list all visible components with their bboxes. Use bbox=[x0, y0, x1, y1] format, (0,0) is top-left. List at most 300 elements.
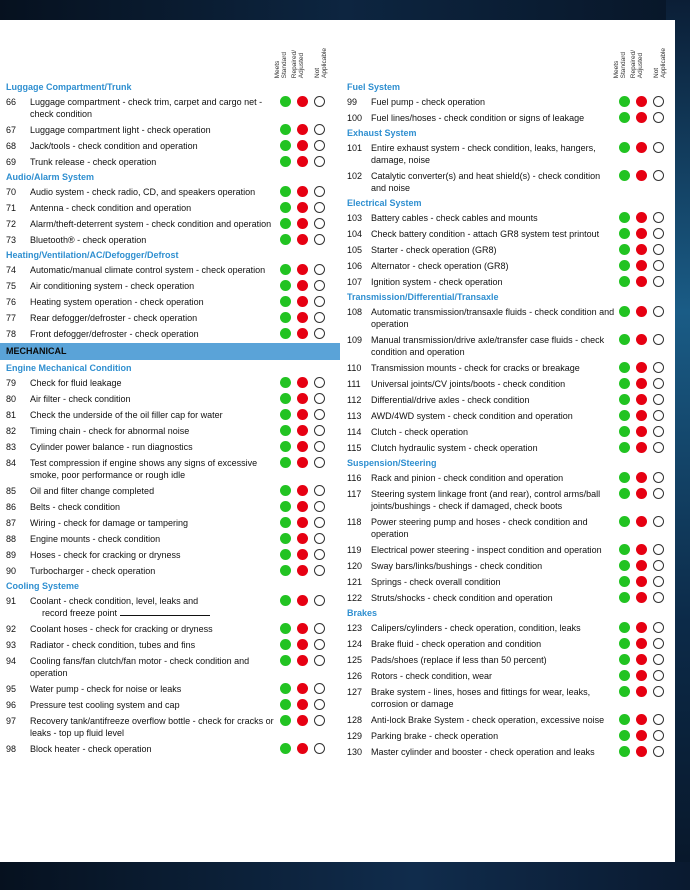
meets-standard-indicator[interactable] bbox=[280, 743, 291, 754]
repaired-adjusted-indicator[interactable] bbox=[297, 639, 308, 650]
repaired-adjusted-indicator[interactable] bbox=[297, 425, 308, 436]
item-text: Luggage compartment light - check operation bbox=[30, 125, 211, 135]
section-heading: Exhaust System bbox=[347, 128, 417, 138]
repaired-adjusted-indicator[interactable] bbox=[636, 730, 647, 741]
not-applicable-indicator[interactable] bbox=[653, 212, 664, 223]
checklist-row bbox=[341, 210, 675, 226]
status-options bbox=[280, 296, 331, 307]
meets-standard-indicator[interactable] bbox=[280, 425, 291, 436]
not-applicable-indicator[interactable] bbox=[314, 312, 325, 323]
item-text: Antenna - check condition and operation bbox=[30, 203, 192, 213]
item-description bbox=[371, 212, 615, 224]
not-applicable-indicator[interactable] bbox=[314, 565, 325, 576]
freeze-point-blank[interactable] bbox=[120, 607, 210, 616]
repaired-adjusted-indicator[interactable] bbox=[297, 485, 308, 496]
meets-standard-indicator[interactable] bbox=[619, 472, 630, 483]
meets-standard-indicator[interactable] bbox=[280, 457, 291, 468]
meets-standard-indicator[interactable] bbox=[280, 595, 291, 606]
repaired-adjusted-indicator[interactable] bbox=[636, 488, 647, 499]
meets-standard-indicator[interactable] bbox=[280, 441, 291, 452]
not-applicable-indicator[interactable] bbox=[653, 260, 664, 271]
item-number: 118 bbox=[347, 517, 362, 527]
item-description bbox=[371, 228, 615, 240]
repaired-adjusted-indicator[interactable] bbox=[297, 409, 308, 420]
repaired-adjusted-indicator[interactable] bbox=[636, 394, 647, 405]
item-number: 111 bbox=[347, 379, 361, 389]
meets-standard-indicator[interactable] bbox=[280, 533, 291, 544]
meets-standard-indicator[interactable] bbox=[280, 683, 291, 694]
meets-standard-indicator[interactable] bbox=[619, 112, 630, 123]
meets-standard-indicator[interactable] bbox=[619, 442, 630, 453]
meets-standard-indicator[interactable] bbox=[619, 622, 630, 633]
not-applicable-indicator[interactable] bbox=[314, 328, 325, 339]
repaired-adjusted-indicator[interactable] bbox=[297, 683, 308, 694]
meets-standard-indicator[interactable] bbox=[280, 655, 291, 666]
not-applicable-indicator[interactable] bbox=[653, 730, 664, 741]
item-number: 93 bbox=[6, 640, 17, 650]
meets-standard-indicator[interactable] bbox=[619, 488, 630, 499]
meets-standard-indicator[interactable] bbox=[619, 276, 630, 287]
item-text: Cylinder power balance - run diagnostics bbox=[30, 442, 193, 452]
meets-standard-indicator[interactable] bbox=[619, 714, 630, 725]
meets-standard-indicator[interactable] bbox=[619, 686, 630, 697]
item-text: Differential/drive axles - check condition bbox=[371, 395, 530, 405]
repaired-adjusted-indicator[interactable] bbox=[636, 334, 647, 345]
item-text: Coolant - check condition, level, leaks and bbox=[30, 596, 199, 606]
repaired-adjusted-indicator[interactable] bbox=[636, 244, 647, 255]
meets-standard-indicator[interactable] bbox=[619, 576, 630, 587]
not-applicable-indicator[interactable] bbox=[314, 202, 325, 213]
not-applicable-indicator[interactable] bbox=[653, 516, 664, 527]
repaired-adjusted-indicator[interactable] bbox=[297, 96, 308, 107]
repaired-adjusted-indicator[interactable] bbox=[297, 699, 308, 710]
not-applicable-indicator[interactable] bbox=[653, 112, 664, 123]
meets-standard-indicator[interactable] bbox=[619, 334, 630, 345]
checklist-row bbox=[341, 486, 675, 514]
item-description bbox=[371, 142, 615, 166]
status-options bbox=[619, 442, 670, 453]
item-description bbox=[30, 328, 276, 340]
status-options bbox=[280, 655, 331, 666]
meets-standard-indicator[interactable] bbox=[619, 260, 630, 271]
item-description bbox=[371, 516, 615, 540]
not-applicable-indicator[interactable] bbox=[653, 306, 664, 317]
item-description bbox=[30, 156, 276, 168]
not-applicable-indicator[interactable] bbox=[314, 186, 325, 197]
item-number: 120 bbox=[347, 561, 363, 571]
repaired-adjusted-indicator[interactable] bbox=[636, 544, 647, 555]
repaired-adjusted-indicator[interactable] bbox=[297, 623, 308, 634]
checklist-row bbox=[341, 392, 675, 408]
not-applicable-indicator[interactable] bbox=[314, 457, 325, 468]
item-text: Air conditioning system - check operation bbox=[30, 281, 195, 291]
not-applicable-indicator[interactable] bbox=[314, 743, 325, 754]
right-column bbox=[341, 20, 675, 760]
item-description bbox=[30, 96, 276, 120]
not-applicable-indicator[interactable] bbox=[314, 425, 325, 436]
background-bottom bbox=[0, 862, 690, 890]
not-applicable-indicator[interactable] bbox=[314, 639, 325, 650]
not-applicable-indicator[interactable] bbox=[653, 472, 664, 483]
header-repaired-adjusted: Repaired/ Adjusted bbox=[630, 49, 644, 78]
not-applicable-indicator[interactable] bbox=[653, 622, 664, 633]
not-applicable-indicator[interactable] bbox=[653, 560, 664, 571]
repaired-adjusted-indicator[interactable] bbox=[636, 622, 647, 633]
not-applicable-indicator[interactable] bbox=[314, 715, 325, 726]
not-applicable-indicator[interactable] bbox=[314, 280, 325, 291]
meets-standard-indicator[interactable] bbox=[280, 296, 291, 307]
item-text: Universal joints/CV joints/boots - check condition bbox=[371, 379, 566, 389]
not-applicable-indicator[interactable] bbox=[314, 595, 325, 606]
not-applicable-indicator[interactable] bbox=[653, 410, 664, 421]
checklist-row bbox=[341, 242, 675, 258]
repaired-adjusted-indicator[interactable] bbox=[297, 296, 308, 307]
repaired-adjusted-indicator[interactable] bbox=[297, 328, 308, 339]
item-text: Rotors - check condition, wear bbox=[371, 671, 493, 681]
item-description bbox=[371, 488, 615, 512]
repaired-adjusted-indicator[interactable] bbox=[297, 377, 308, 388]
not-applicable-indicator[interactable] bbox=[314, 377, 325, 388]
repaired-adjusted-indicator[interactable] bbox=[297, 140, 308, 151]
section-heading: Audio/Alarm System bbox=[6, 172, 95, 182]
item-description bbox=[30, 124, 276, 136]
not-applicable-indicator[interactable] bbox=[314, 485, 325, 496]
meets-standard-indicator[interactable] bbox=[280, 639, 291, 650]
repaired-adjusted-indicator[interactable] bbox=[297, 312, 308, 323]
repaired-adjusted-indicator[interactable] bbox=[297, 501, 308, 512]
not-applicable-indicator[interactable] bbox=[653, 592, 664, 603]
meets-standard-indicator[interactable] bbox=[619, 670, 630, 681]
not-applicable-indicator[interactable] bbox=[314, 517, 325, 528]
item-number: 123 bbox=[347, 623, 363, 633]
meets-standard-indicator[interactable] bbox=[280, 393, 291, 404]
meets-standard-indicator[interactable] bbox=[619, 306, 630, 317]
section-heading: Transmission/Differential/Transaxle bbox=[347, 292, 499, 302]
repaired-adjusted-indicator[interactable] bbox=[636, 276, 647, 287]
checklist-row bbox=[341, 360, 675, 376]
repaired-adjusted-indicator[interactable] bbox=[636, 426, 647, 437]
not-applicable-indicator[interactable] bbox=[653, 378, 664, 389]
repaired-adjusted-indicator[interactable] bbox=[297, 517, 308, 528]
not-applicable-indicator[interactable] bbox=[653, 362, 664, 373]
repaired-adjusted-indicator[interactable] bbox=[297, 202, 308, 213]
repaired-adjusted-indicator[interactable] bbox=[297, 156, 308, 167]
meets-standard-indicator[interactable] bbox=[280, 280, 291, 291]
status-options bbox=[619, 670, 670, 681]
meets-standard-indicator[interactable] bbox=[619, 378, 630, 389]
not-applicable-indicator[interactable] bbox=[314, 409, 325, 420]
meets-standard-indicator[interactable] bbox=[619, 170, 630, 181]
checklist-row bbox=[0, 423, 340, 439]
meets-standard-indicator[interactable] bbox=[280, 96, 291, 107]
item-description bbox=[371, 170, 615, 194]
item-number: 73 bbox=[6, 235, 17, 245]
item-description bbox=[30, 699, 276, 711]
meets-standard-indicator[interactable] bbox=[619, 142, 630, 153]
item-text: Radiator - check condition, tubes and fins bbox=[30, 640, 196, 650]
item-text: Alternator - check operation (GR8) bbox=[371, 261, 509, 271]
status-options bbox=[280, 312, 331, 323]
item-number: 112 bbox=[347, 395, 362, 405]
repaired-adjusted-indicator[interactable] bbox=[636, 576, 647, 587]
meets-standard-indicator[interactable] bbox=[280, 124, 291, 135]
meets-standard-indicator[interactable] bbox=[619, 638, 630, 649]
checklist-row bbox=[0, 515, 340, 531]
item-text: AWD/4WD system - check condition and operation bbox=[371, 411, 573, 421]
meets-standard-indicator[interactable] bbox=[280, 328, 291, 339]
not-applicable-indicator[interactable] bbox=[653, 670, 664, 681]
status-options bbox=[280, 409, 331, 420]
not-applicable-indicator[interactable] bbox=[653, 746, 664, 757]
left-items bbox=[0, 80, 340, 757]
checklist-row bbox=[0, 531, 340, 547]
item-description bbox=[371, 442, 615, 454]
repaired-adjusted-indicator[interactable] bbox=[297, 533, 308, 544]
not-applicable-indicator[interactable] bbox=[314, 655, 325, 666]
meets-standard-indicator[interactable] bbox=[619, 362, 630, 373]
status-options bbox=[280, 623, 331, 634]
checklist-row bbox=[0, 262, 340, 278]
repaired-adjusted-indicator[interactable] bbox=[636, 516, 647, 527]
not-applicable-indicator[interactable] bbox=[314, 533, 325, 544]
not-applicable-indicator[interactable] bbox=[653, 244, 664, 255]
item-text: Block heater - check operation bbox=[30, 744, 152, 754]
repaired-adjusted-indicator[interactable] bbox=[636, 228, 647, 239]
item-number: 125 bbox=[347, 655, 363, 665]
meets-standard-indicator[interactable] bbox=[280, 485, 291, 496]
repaired-adjusted-indicator[interactable] bbox=[297, 655, 308, 666]
meets-standard-indicator[interactable] bbox=[280, 623, 291, 634]
not-applicable-indicator[interactable] bbox=[314, 393, 325, 404]
not-applicable-indicator[interactable] bbox=[653, 96, 664, 107]
item-description bbox=[30, 743, 276, 755]
meets-standard-indicator[interactable] bbox=[619, 212, 630, 223]
repaired-adjusted-indicator[interactable] bbox=[297, 457, 308, 468]
repaired-adjusted-indicator[interactable] bbox=[636, 96, 647, 107]
not-applicable-indicator[interactable] bbox=[314, 623, 325, 634]
meets-standard-indicator[interactable] bbox=[619, 410, 630, 421]
item-number: 117 bbox=[347, 489, 362, 499]
section-heading: Engine Mechanical Condition bbox=[6, 363, 132, 373]
item-number: 92 bbox=[6, 624, 17, 634]
meets-standard-indicator[interactable] bbox=[619, 96, 630, 107]
checklist-row bbox=[0, 391, 340, 407]
meets-standard-indicator[interactable] bbox=[619, 228, 630, 239]
not-applicable-indicator[interactable] bbox=[314, 549, 325, 560]
item-description bbox=[371, 260, 615, 272]
meets-standard-indicator[interactable] bbox=[280, 140, 291, 151]
not-applicable-indicator[interactable] bbox=[314, 218, 325, 229]
checklist-row bbox=[0, 278, 340, 294]
repaired-adjusted-indicator[interactable] bbox=[297, 218, 308, 229]
not-applicable-indicator[interactable] bbox=[653, 654, 664, 665]
meets-standard-indicator[interactable] bbox=[280, 409, 291, 420]
repaired-adjusted-indicator[interactable] bbox=[297, 441, 308, 452]
meets-standard-indicator[interactable] bbox=[619, 654, 630, 665]
meets-standard-indicator[interactable] bbox=[619, 746, 630, 757]
not-applicable-indicator[interactable] bbox=[653, 576, 664, 587]
not-applicable-indicator[interactable] bbox=[653, 638, 664, 649]
item-number: 101 bbox=[347, 143, 363, 153]
meets-standard-indicator[interactable] bbox=[280, 517, 291, 528]
repaired-adjusted-indicator[interactable] bbox=[297, 186, 308, 197]
not-applicable-indicator[interactable] bbox=[653, 686, 664, 697]
item-number: 89 bbox=[6, 550, 17, 560]
item-text: Air filter - check condition bbox=[30, 394, 131, 404]
not-applicable-indicator[interactable] bbox=[653, 334, 664, 345]
not-applicable-indicator[interactable] bbox=[653, 170, 664, 181]
item-text: Master cylinder and booster - check operation and leaks bbox=[371, 747, 595, 757]
item-description bbox=[30, 425, 276, 437]
not-applicable-indicator[interactable] bbox=[314, 699, 325, 710]
meets-standard-indicator[interactable] bbox=[619, 592, 630, 603]
not-applicable-indicator[interactable] bbox=[653, 442, 664, 453]
repaired-adjusted-indicator[interactable] bbox=[636, 170, 647, 181]
item-description bbox=[371, 592, 615, 604]
repaired-adjusted-indicator[interactable] bbox=[297, 565, 308, 576]
checklist-row bbox=[341, 94, 675, 110]
checklist-row bbox=[0, 375, 340, 391]
repaired-adjusted-indicator[interactable] bbox=[636, 378, 647, 389]
item-number: 110 bbox=[347, 363, 362, 373]
meets-standard-indicator[interactable] bbox=[280, 202, 291, 213]
repaired-adjusted-indicator[interactable] bbox=[636, 362, 647, 373]
item-description bbox=[30, 377, 276, 389]
not-applicable-indicator[interactable] bbox=[653, 142, 664, 153]
item-text: Transmission mounts - check for cracks or breakage bbox=[371, 363, 580, 373]
repaired-adjusted-indicator[interactable] bbox=[636, 260, 647, 271]
meets-standard-indicator[interactable] bbox=[619, 730, 630, 741]
not-applicable-indicator[interactable] bbox=[314, 124, 325, 135]
meets-standard-indicator[interactable] bbox=[280, 156, 291, 167]
not-applicable-indicator[interactable] bbox=[653, 276, 664, 287]
item-text: Brake fluid - check operation and condition bbox=[371, 639, 542, 649]
repaired-adjusted-indicator[interactable] bbox=[297, 264, 308, 275]
repaired-adjusted-indicator[interactable] bbox=[297, 280, 308, 291]
checklist-row bbox=[341, 304, 675, 332]
meets-standard-indicator[interactable] bbox=[280, 377, 291, 388]
item-number: 97 bbox=[6, 716, 17, 726]
item-description bbox=[30, 234, 276, 246]
meets-standard-indicator[interactable] bbox=[280, 234, 291, 245]
checklist-row bbox=[0, 697, 340, 713]
item-number: 95 bbox=[6, 684, 17, 694]
item-number: 90 bbox=[6, 566, 17, 576]
meets-standard-indicator[interactable] bbox=[280, 218, 291, 229]
item-number: 106 bbox=[347, 261, 363, 271]
repaired-adjusted-indicator[interactable] bbox=[297, 234, 308, 245]
repaired-adjusted-indicator[interactable] bbox=[636, 714, 647, 725]
item-text: Calipers/cylinders - check operation, condition, leaks bbox=[371, 623, 581, 633]
status-options bbox=[280, 393, 331, 404]
not-applicable-indicator[interactable] bbox=[314, 683, 325, 694]
item-text: Recovery tank/antifreeze overflow bottle - check for cracks or leaks - top up fluid level bbox=[30, 716, 274, 738]
not-applicable-indicator[interactable] bbox=[314, 234, 325, 245]
repaired-adjusted-indicator[interactable] bbox=[297, 743, 308, 754]
item-description bbox=[371, 730, 615, 742]
repaired-adjusted-indicator[interactable] bbox=[636, 112, 647, 123]
meets-standard-indicator[interactable] bbox=[280, 264, 291, 275]
item-text: Bluetooth® - check operation bbox=[30, 235, 147, 245]
repaired-adjusted-indicator[interactable] bbox=[297, 393, 308, 404]
meets-standard-indicator[interactable] bbox=[280, 312, 291, 323]
not-applicable-indicator[interactable] bbox=[314, 156, 325, 167]
repaired-adjusted-indicator[interactable] bbox=[636, 472, 647, 483]
not-applicable-indicator[interactable] bbox=[314, 264, 325, 275]
item-description bbox=[371, 576, 615, 588]
repaired-adjusted-indicator[interactable] bbox=[636, 306, 647, 317]
repaired-adjusted-indicator[interactable] bbox=[636, 686, 647, 697]
repaired-adjusted-indicator[interactable] bbox=[636, 410, 647, 421]
item-number: 82 bbox=[6, 426, 17, 436]
not-applicable-indicator[interactable] bbox=[314, 441, 325, 452]
meets-standard-indicator[interactable] bbox=[619, 394, 630, 405]
meets-standard-indicator[interactable] bbox=[619, 244, 630, 255]
meets-standard-indicator[interactable] bbox=[280, 699, 291, 710]
meets-standard-indicator[interactable] bbox=[280, 501, 291, 512]
meets-standard-indicator[interactable] bbox=[280, 186, 291, 197]
repaired-adjusted-indicator[interactable] bbox=[636, 442, 647, 453]
meets-standard-indicator[interactable] bbox=[619, 560, 630, 571]
not-applicable-indicator[interactable] bbox=[314, 96, 325, 107]
repaired-adjusted-indicator[interactable] bbox=[297, 549, 308, 560]
checklist-row bbox=[0, 184, 340, 200]
status-options bbox=[619, 516, 670, 527]
repaired-adjusted-indicator[interactable] bbox=[636, 592, 647, 603]
repaired-adjusted-indicator[interactable] bbox=[636, 142, 647, 153]
meets-standard-indicator[interactable] bbox=[280, 565, 291, 576]
checklist-row bbox=[0, 563, 340, 579]
item-number: 84 bbox=[6, 458, 17, 468]
repaired-adjusted-indicator[interactable] bbox=[297, 595, 308, 606]
status-options bbox=[280, 565, 331, 576]
item-number: 96 bbox=[6, 700, 17, 710]
repaired-adjusted-indicator[interactable] bbox=[636, 654, 647, 665]
repaired-adjusted-indicator[interactable] bbox=[636, 560, 647, 571]
item-description bbox=[30, 409, 276, 421]
repaired-adjusted-indicator[interactable] bbox=[636, 746, 647, 757]
not-applicable-indicator[interactable] bbox=[314, 140, 325, 151]
not-applicable-indicator[interactable] bbox=[653, 426, 664, 437]
not-applicable-indicator[interactable] bbox=[653, 544, 664, 555]
item-number: 87 bbox=[6, 518, 17, 528]
background-top bbox=[0, 0, 690, 20]
repaired-adjusted-indicator[interactable] bbox=[297, 715, 308, 726]
status-options bbox=[619, 378, 670, 389]
item-description bbox=[30, 565, 276, 577]
not-applicable-indicator[interactable] bbox=[314, 501, 325, 512]
checklist-row bbox=[341, 728, 675, 744]
not-applicable-indicator[interactable] bbox=[653, 394, 664, 405]
repaired-adjusted-indicator[interactable] bbox=[297, 124, 308, 135]
meets-standard-indicator[interactable] bbox=[619, 426, 630, 437]
item-description bbox=[30, 218, 276, 230]
repaired-adjusted-indicator[interactable] bbox=[636, 670, 647, 681]
not-applicable-indicator[interactable] bbox=[653, 228, 664, 239]
not-applicable-indicator[interactable] bbox=[653, 488, 664, 499]
meets-standard-indicator[interactable] bbox=[619, 516, 630, 527]
item-description bbox=[30, 501, 276, 513]
meets-standard-indicator[interactable] bbox=[280, 549, 291, 560]
item-number: 80 bbox=[6, 394, 17, 404]
meets-standard-indicator[interactable] bbox=[619, 544, 630, 555]
not-applicable-indicator[interactable] bbox=[653, 714, 664, 725]
repaired-adjusted-indicator[interactable] bbox=[636, 212, 647, 223]
not-applicable-indicator[interactable] bbox=[314, 296, 325, 307]
meets-standard-indicator[interactable] bbox=[280, 715, 291, 726]
repaired-adjusted-indicator[interactable] bbox=[636, 638, 647, 649]
category-bar: MECHANICAL bbox=[0, 343, 340, 360]
